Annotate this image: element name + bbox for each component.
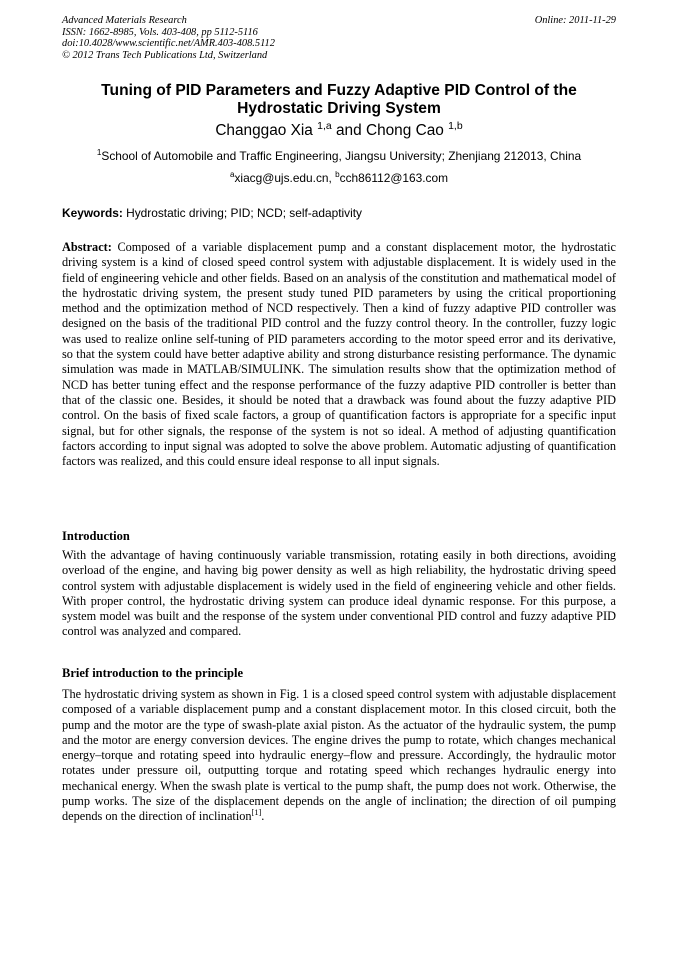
affiliation bbox=[30, 149, 648, 164]
author-superscript: 1,b bbox=[448, 120, 463, 132]
email-superscript: b bbox=[335, 170, 340, 180]
author-line bbox=[62, 121, 616, 140]
email-address: xiacg@ujs.edu.cn, bbox=[234, 171, 336, 185]
keywords-label: Keywords: bbox=[62, 206, 123, 220]
principle-text: The hydrostatic driving system as shown in Fig. 1 is a closed speed control system with adjustable displacement composed of a variable displacement pump and a constant displacement motor. In this closed circuit, both the pump and the motor are the type of swash-plate axial piston. As the actuator of the hydraulic system, the pump and the motor are energy conversion devices. The engine drives the pump to rotate, which changes mechanical energy–torque and rotating speed into hydraulic energy–flow and pressure. Accordingly, the hydraulic motor rotates under pressure oil, outputting torque and rotating speed which rechanges hydraulic energy into mechanical energy. When the swash plate is vertical to the pump shaft, the pump does not work. Otherwise, the pump works. The size of the displacement depends on the angle of inclination; the direction of oil pumping depends on the direction of inclination bbox=[62, 687, 616, 824]
citation-reference[interactable]: [1] bbox=[251, 808, 262, 818]
copyright-line: © 2012 Trans Tech Publications Ltd, Switzerland bbox=[62, 49, 268, 61]
abstract-label: Abstract: bbox=[62, 240, 112, 254]
journal-name: Advanced Materials Research bbox=[62, 15, 187, 26]
online-date: Online: 2011-11-29 bbox=[534, 15, 616, 26]
journal-header bbox=[62, 15, 482, 61]
author-name: Chong Cao bbox=[365, 122, 444, 139]
email-superscript: a bbox=[229, 170, 235, 180]
doi-line: doi:10.4028/www.scientific.net/AMR.403-408.5112 bbox=[62, 38, 275, 49]
section-heading: Introduction bbox=[62, 529, 130, 543]
principle-paragraph bbox=[62, 687, 616, 825]
keywords-text: Hydrostatic driving; PID; NCD; self-adaptivity bbox=[122, 206, 363, 220]
author-joiner: and bbox=[331, 122, 366, 139]
author-superscript: 1,a bbox=[317, 120, 332, 132]
affiliation-text: School of Automobile and Traffic Engineering, Jiangsu University; Zhenjiang 212013, China bbox=[101, 149, 582, 163]
email-address: cch86112@163.com bbox=[339, 171, 449, 185]
affiliation-superscript: 1 bbox=[96, 148, 102, 158]
author-name: Changgao Xia bbox=[215, 122, 313, 139]
introduction-paragraph: With the advantage of having continuously variable transmission, rotating easily in both directions, avoiding overload of the engine, and having big power density as well as high reliability, the hydrostatic driving speed control system with adjustable displacement is widely used in the field of engineering vehicle and other fields. With proper control, the hydrostatic driving system can produce ideal dynamic response. For this purpose, a system model was built and the response of the system under conventional PID control and fuzzy adaptive PID control was analyzed and compared. bbox=[62, 548, 616, 639]
abstract bbox=[62, 240, 616, 469]
paper-title: Tuning of PID Parameters and Fuzzy Adaptive PID Control of the Hydrostatic Driving System bbox=[101, 82, 577, 117]
keywords bbox=[62, 206, 616, 221]
issn-line: ISSN: 1662-8985, Vols. 403-408, pp 5112-5116 bbox=[62, 26, 258, 38]
email-line bbox=[62, 171, 616, 186]
abstract-text: Composed of a variable displacement pump and a constant displacement motor, the hydrostatic driving system is a kind of closed speed control system with adjustable displacement. It is widely used in the field of engineering vehicle and other fields. Based on an analysis of the constitution and mathematical model of the hydrostatic driving system, the present study tuned PID parameters by using the critical proportioning method and the optimization method of NCD respectively. Then a kind of fuzzy adaptive PID controller was designed on the basis of the traditional PID control and the fuzzy control theory. In the controller, fuzzy logic was used to realize online self-tuning of PID parameters according to the motor speed error and its derivative, so that the system could have better adaptive ability and strong disturbance resisting performance. The dynamic simulation was made in MATLAB/SIMULINK. The simulation results show that the optimization method of NCD has better tuning effect and the response performance of the fuzzy adaptive PID controller is better than that of the classic one. Besides, it should be noted that a drawback was found about the fuzzy adaptive PID control. On the basis of fixed scale factors, a group of quantification factors is appropriate for a specific input signal, but for other signals, the response of the system is not so ideal. A method of adjusting quantification factors according to input signal was adopted to solve the above problem. Automatic adjusting of quantification factors was realized, and this could ensure ideal response to all input signals. bbox=[62, 240, 616, 469]
section-heading: Brief introduction to the principle bbox=[62, 666, 244, 680]
sentence-end: . bbox=[261, 809, 265, 824]
